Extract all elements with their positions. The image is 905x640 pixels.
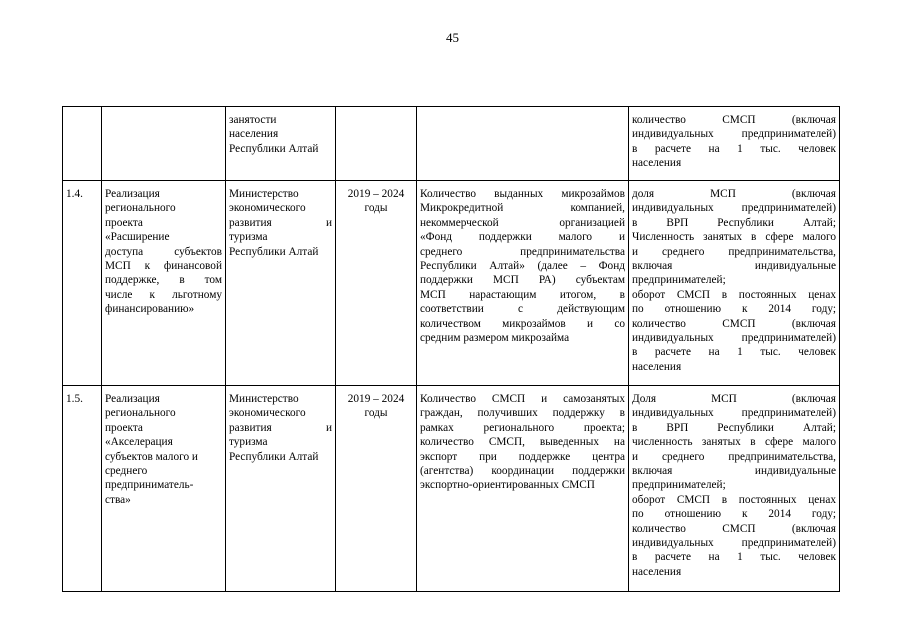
cell-text-line: Микрокредитной компанией, xyxy=(420,202,625,215)
cell-text-line: ства» xyxy=(105,493,131,506)
cell-text-line: по отношению к 2014 году; xyxy=(632,508,836,521)
page-number: 45 xyxy=(446,30,459,45)
cell-text-line: Количество выданных микрозаймов xyxy=(420,188,625,200)
cell-text-line: Количество СМСП и самозанятых xyxy=(420,393,625,405)
cell-number xyxy=(63,107,102,181)
cell-text-line: индивидуальных предпринимателей) xyxy=(632,332,836,345)
cell-text-line: среднего предпринимательства xyxy=(420,245,625,258)
cell-text-line: Республики Алтай xyxy=(229,245,319,258)
cell-text-line: туризма xyxy=(229,436,268,449)
cell-text-line: «Акселерация xyxy=(105,436,173,449)
cell-event xyxy=(102,107,226,181)
cell-text-line: количество СМСП, выведенных на xyxy=(420,436,625,449)
cell-text-line: граждан, получивших поддержку в xyxy=(420,407,625,420)
cell-text-line: занятости xyxy=(229,114,277,126)
cell-text-line: 2019 – 2024 xyxy=(347,188,405,200)
cell-text-line: количество СМСП (включая xyxy=(632,522,836,535)
cell-text-line: предпринимателей; xyxy=(632,274,726,287)
cell-executor xyxy=(226,181,336,386)
cell-text-line: в ВРП Республики Алтай; xyxy=(632,216,836,229)
cell-text-line: средним размером микрозайма xyxy=(420,332,570,345)
cell-text-line: поддержке, в том xyxy=(105,274,222,287)
cell-number: 1.5. xyxy=(63,386,102,592)
cell-text-line: МСП к финансовой xyxy=(105,260,222,273)
cell-text-line: экспорт при поддержке центра xyxy=(420,450,625,463)
cell-text-line: регионального xyxy=(105,202,176,215)
cell-event xyxy=(102,181,226,386)
cell-text-line: Республики Алтай xyxy=(229,142,319,155)
cell-text-line: Министерство xyxy=(229,188,299,200)
cell-text-line: годы xyxy=(364,202,388,215)
cell-target xyxy=(629,107,840,181)
table-row xyxy=(63,386,840,592)
cell-text-line: населения xyxy=(632,157,682,170)
cell-text-line: экспортно-ориентированных СМСП xyxy=(420,479,595,492)
cell-number: 1.4. xyxy=(63,181,102,386)
cell-text-line: индивидуальных предпринимателей) xyxy=(632,407,836,420)
cell-text-line: численность занятых в сфере малого xyxy=(632,436,836,449)
cell-text-line: финансированию» xyxy=(105,303,195,316)
cell-text-line: по отношению к 2014 году; xyxy=(632,303,836,316)
cell-text-line: проекта xyxy=(105,421,143,434)
table-body xyxy=(63,107,840,592)
cell-text-line: туризма xyxy=(229,231,268,244)
cell-text-line: Реализация xyxy=(105,393,160,405)
cell-text-line: развития и xyxy=(229,216,332,229)
cell-text-line: проекта xyxy=(105,216,143,229)
cell-text-line: предпринимателей; xyxy=(632,479,726,492)
cell-executor xyxy=(226,386,336,592)
cell-text-line: среднего xyxy=(105,465,148,478)
cell-text-line: включая индивидуальные xyxy=(632,465,836,478)
cell-text-line: количество СМСП (включая xyxy=(632,114,836,126)
cell-text-line: и среднего предпринимательства, xyxy=(632,450,836,463)
cell-text-line: доля МСП (включая xyxy=(632,188,836,200)
cell-text-line: и среднего предпринимательства, xyxy=(632,245,836,258)
cell-text-line: Доля МСП (включая xyxy=(632,393,836,405)
cell-text-line: населения xyxy=(632,360,682,373)
cell-text-line: включая индивидуальные xyxy=(632,260,836,273)
cell-text-line: индивидуальных предпринимателей) xyxy=(632,128,836,141)
cell-text-line: населения xyxy=(632,565,682,578)
cell-text-line: в расчете на 1 тыс. человек xyxy=(632,142,836,155)
cell-text-line: количеством микрозаймов и со xyxy=(420,317,625,330)
cell-text-line: рамках регионального проекта; xyxy=(420,421,625,434)
cell-period xyxy=(336,181,417,386)
cell-text-line: соответствии с действующим xyxy=(420,303,625,316)
cell-executor xyxy=(226,107,336,181)
cell-text-line: оборот СМСП в постоянных ценах xyxy=(632,493,836,506)
cell-text-line: экономического xyxy=(229,407,306,420)
cell-text-line: годы xyxy=(364,407,388,420)
cell-text-line: оборот СМСП в постоянных ценах xyxy=(632,288,836,301)
cell-period xyxy=(336,107,417,181)
cell-event xyxy=(102,386,226,592)
cell-text-line: Реализация xyxy=(105,188,160,200)
program-measures-table xyxy=(62,106,840,592)
cell-text-line: экономического xyxy=(229,202,306,215)
cell-text-line: в расчете на 1 тыс. человек xyxy=(632,346,836,359)
table-row xyxy=(63,107,840,181)
cell-text-line: количество СМСП (включая xyxy=(632,317,836,330)
cell-text-line: числе к льготному xyxy=(105,288,222,301)
cell-text-line: в расчете на 1 тыс. человек xyxy=(632,551,836,564)
cell-text-line: (агентства) координации поддержки xyxy=(420,465,625,478)
cell-text-line: «Расширение xyxy=(105,231,170,244)
cell-indicator xyxy=(417,107,629,181)
cell-text-line: в ВРП Республики Алтай; xyxy=(632,421,836,434)
cell-text-line: МСП нарастающим итогом, в xyxy=(420,288,625,301)
cell-text-line: Численность занятых в сфере малого xyxy=(632,231,836,244)
cell-text-line: Республики Алтай» (далее – Фонд xyxy=(420,260,625,273)
cell-text-line: индивидуальных предпринимателей) xyxy=(632,537,836,550)
cell-indicator xyxy=(417,386,629,592)
cell-text-line: Республики Алтай xyxy=(229,450,319,463)
cell-text-line: индивидуальных предпринимателей) xyxy=(632,202,836,215)
cell-target xyxy=(629,386,840,592)
cell-text-line: поддержки МСП РА) субъектам xyxy=(420,274,625,287)
cell-indicator xyxy=(417,181,629,386)
cell-text-line: субъектов малого и xyxy=(105,450,198,463)
cell-text-line: Министерство xyxy=(229,393,299,405)
cell-period xyxy=(336,386,417,592)
cell-text-line: некоммерческой организацией xyxy=(420,216,625,229)
cell-text-line: развития и xyxy=(229,421,332,434)
cell-text-line: «Фонд поддержки малого и xyxy=(420,231,625,244)
table-row xyxy=(63,181,840,386)
cell-text-line: населения xyxy=(229,128,279,141)
cell-text-line: 2019 – 2024 xyxy=(347,393,405,405)
cell-text-line: доступа субъектов xyxy=(105,245,222,258)
cell-text-line: предприниматель- xyxy=(105,479,194,492)
cell-target xyxy=(629,181,840,386)
cell-text-line: регионального xyxy=(105,407,176,420)
